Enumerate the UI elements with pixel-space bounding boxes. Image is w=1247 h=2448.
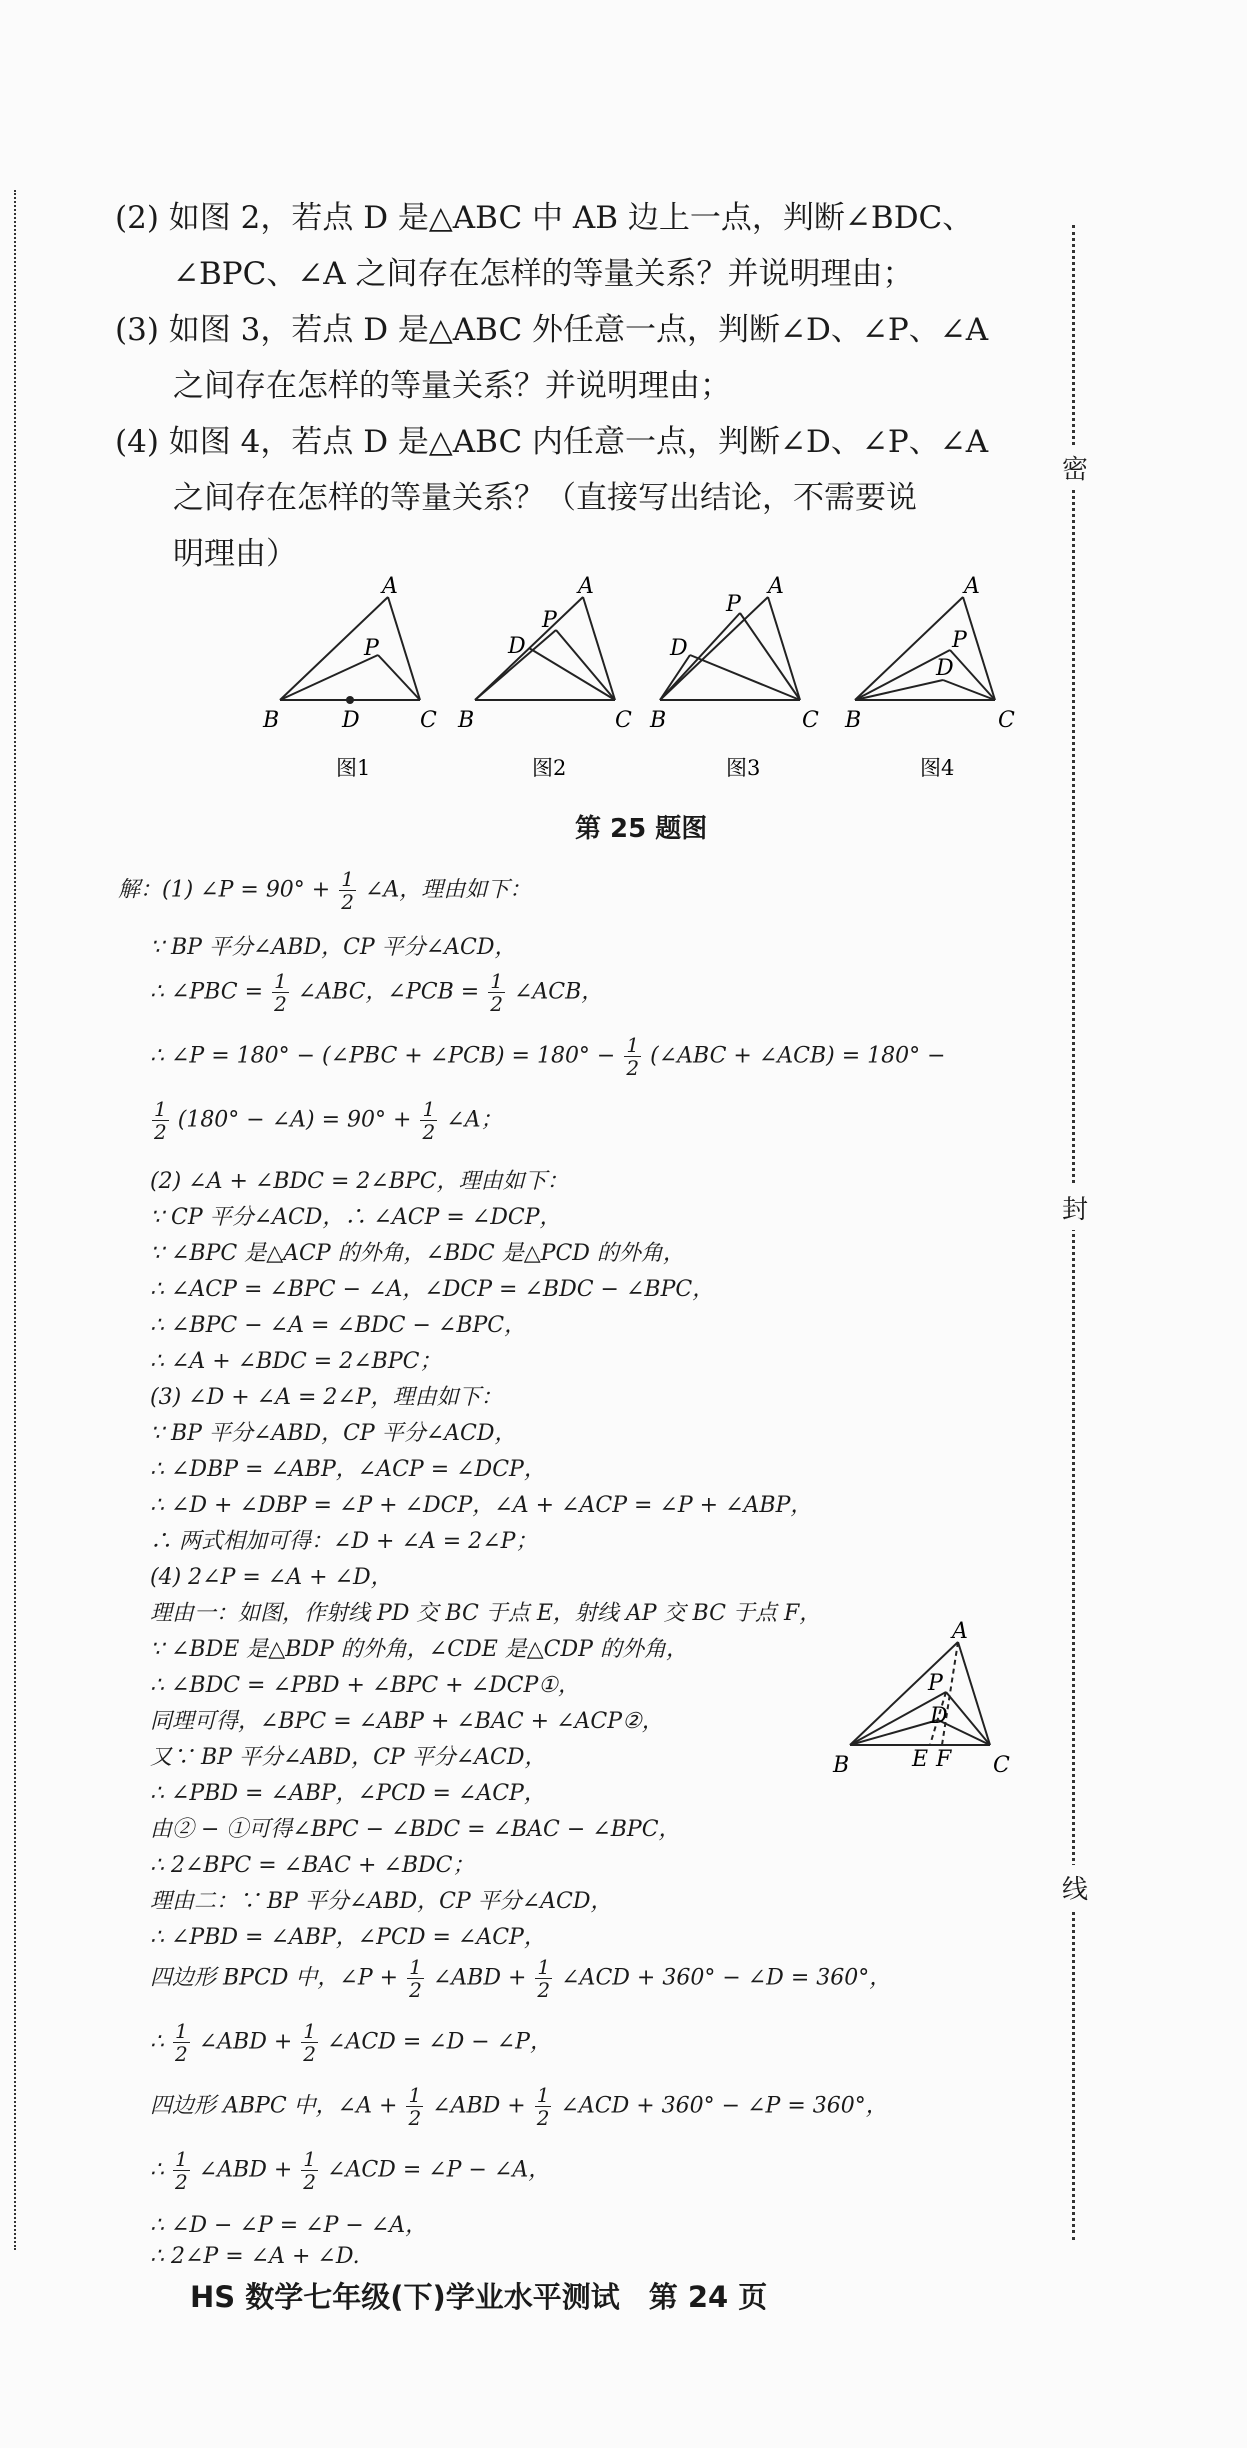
solution-line: ∴ ∠D + ∠DBP = ∠P + ∠DCP，∠A + ∠ACP = ∠P + ∠ABP，: [150, 1493, 813, 1518]
solution-line: (3) ∠D + ∠A = 2∠P，理由如下：: [150, 1385, 503, 1410]
question-2: [115, 190, 1035, 302]
solution-line: $\frac{1}{2}$ (180° − ∠A) = 90° + $\frac{1}{2}$ ∠A；: [154, 1097, 503, 1144]
label-b: B: [845, 708, 862, 733]
fraction: $\frac{1}{2}$: [490, 969, 503, 1016]
label-p: P: [952, 628, 967, 653]
label-a: A: [382, 575, 398, 599]
seal-char-xian: 线: [1060, 1865, 1090, 1910]
solution-line: ∴ ∠BPC − ∠A = ∠BDC − ∠BPC，: [150, 1313, 527, 1338]
label-d: D: [342, 708, 360, 733]
label-a: A: [768, 575, 784, 599]
label-d: D: [670, 636, 688, 661]
figures-25: [260, 575, 1040, 790]
label-p: P: [726, 592, 741, 617]
label-b: B: [458, 708, 475, 733]
label-a: A: [578, 575, 594, 599]
figure-1: [280, 597, 420, 700]
fraction: $\frac{1}{2}$: [175, 2019, 188, 2066]
solution-line: 四边形 BPCD 中，∠P + $\frac{1}{2}$ ∠ABD + $\frac{1}{2}$ ∠ACD + 360° − ∠D = 360°，: [150, 1955, 892, 2002]
caption-fig4: 图4: [920, 756, 955, 780]
label-c: C: [615, 708, 632, 733]
solution-line: ∵ ∠BDE 是△BDP 的外角，∠CDE 是△CDP 的外角，: [150, 1637, 688, 1662]
solution-line: ∴ 2∠BPC = ∠BAC + ∠BDC；: [150, 1853, 475, 1878]
label-c: C: [420, 708, 437, 733]
point-d: [346, 696, 354, 704]
fraction: $\frac{1}{2}$: [154, 1097, 167, 1144]
question-line: (3) 如图 3，若点 D 是△ABC 外任意一点，判断∠D、∠P、∠A: [115, 312, 989, 348]
solution-line: ∴ ∠ACP = ∠BPC − ∠A，∠DCP = ∠BDC − ∠BPC，: [150, 1277, 715, 1302]
question-line: (4) 如图 4，若点 D 是△ABC 内任意一点，判断∠D、∠P、∠A: [115, 424, 989, 460]
solution-line: ∵ CP 平分∠ACD，∴ ∠ACP = ∠DCP，: [150, 1205, 562, 1230]
question-line: ∠BPC、∠A 之间存在怎样的等量关系？并说明理由；: [173, 256, 914, 292]
binding-line-left: [14, 190, 16, 2250]
solution-figure: [830, 1620, 1030, 1780]
figure-4: [855, 597, 995, 700]
label-d: D: [930, 1704, 948, 1729]
solution-line: ∴ $\frac{1}{2}$ ∠ABD + $\frac{1}{2}$ ∠ACD = ∠D − ∠P，: [150, 2019, 552, 2066]
solution-line: ∴ 2∠P = ∠A + ∠D.: [150, 2244, 360, 2269]
fraction: $\frac{1}{2}$: [175, 2147, 188, 2194]
caption-fig1: 图1: [336, 756, 371, 780]
solution-line: ∴ 两式相加可得：∠D + ∠A = 2∠P；: [150, 1529, 538, 1554]
solution-line: ∴ $\frac{1}{2}$ ∠ABD + $\frac{1}{2}$ ∠ACD = ∠P − ∠A，: [150, 2147, 551, 2194]
solution-line: ∴ ∠PBC = $\frac{1}{2}$ ∠ABC，∠PCB = $\frac{1}{2}$ ∠ACB，: [150, 969, 604, 1016]
label-p: P: [364, 636, 379, 661]
solution-line: ∴ ∠BDC = ∠PBD + ∠BPC + ∠DCP①，: [150, 1673, 581, 1698]
fraction: $\frac{1}{2}$: [303, 2019, 317, 2066]
question-line: 明理由）: [173, 536, 297, 572]
solution-line: 四边形 ABPC 中，∠A + $\frac{1}{2}$ ∠ABD + $\frac{1}{2}$ ∠ACD + 360° − ∠P = 360°，: [150, 2083, 888, 2130]
fraction: $\frac{1}{2}$: [536, 2083, 550, 2130]
solution-line: 解：(1) ∠P = 90° + $\frac{1}{2}$ ∠A，理由如下：: [118, 867, 532, 914]
fraction: $\frac{1}{2}$: [341, 867, 354, 914]
question-line: (2) 如图 2，若点 D 是△ABC 中 AB 边上一点，判断∠BDC、: [115, 200, 974, 236]
solution-line: ∴ ∠P = 180° − (∠PBC + ∠PCB) = 180° − $\frac{1}{2}$ (∠ABC + ∠ACB) = 180° −: [150, 1033, 946, 1080]
label-c: C: [993, 1753, 1010, 1778]
solution-line: ∵ BP 平分∠ABD，CP 平分∠ACD，: [150, 1421, 517, 1446]
page-footer: HS 数学七年级(下)学业水平测试 第 24 页: [190, 2280, 768, 2314]
label-c: C: [802, 708, 819, 733]
fraction: $\frac{1}{2}$: [422, 1097, 436, 1144]
solution-line: (4) 2∠P = ∠A + ∠D，: [150, 1565, 393, 1590]
seal-char-mi: 密: [1060, 445, 1090, 490]
solution-line: 同理可得，∠BPC = ∠ABP + ∠BAC + ∠ACP②，: [150, 1709, 664, 1734]
solution-line: ∵ ∠BPC 是△ACP 的外角，∠BDC 是△PCD 的外角，: [150, 1241, 685, 1266]
solution-line: ∴ ∠A + ∠BDC = 2∠BPC；: [150, 1349, 442, 1374]
binding-line-right: [1072, 225, 1075, 2240]
solution-line: 由② − ①可得∠BPC − ∠BDC = ∠BAC − ∠BPC，: [150, 1817, 681, 1842]
label-d: D: [508, 634, 526, 659]
solution-line: ∵ BP 平分∠ABD，CP 平分∠ACD，: [150, 935, 517, 960]
fraction: $\frac{1}{2}$: [274, 969, 287, 1016]
label-a: A: [952, 1620, 968, 1644]
question-4: [115, 414, 1035, 582]
label-d: D: [936, 656, 954, 681]
fraction: $\frac{1}{2}$: [408, 2083, 422, 2130]
label-f: F: [936, 1747, 952, 1772]
question-line: 之间存在怎样的等量关系？并说明理由；: [173, 368, 731, 404]
solution-line: ∴ ∠PBD = ∠ABP，∠PCD = ∠ACP，: [150, 1781, 546, 1806]
question-line: 之间存在怎样的等量关系？（直接写出结论，不需要说: [173, 480, 917, 516]
label-c: C: [998, 708, 1015, 733]
label-p: P: [542, 608, 557, 633]
label-b: B: [833, 1753, 850, 1778]
label-b: B: [263, 708, 280, 733]
figure-title: 第 25 题图: [575, 814, 708, 844]
fraction: $\frac{1}{2}$: [537, 1955, 551, 2002]
label-b: B: [650, 708, 667, 733]
fraction: $\frac{1}{2}$: [409, 1955, 422, 2002]
fraction: $\frac{1}{2}$: [303, 2147, 317, 2194]
solution-line: 理由一：如图，作射线 PD 交 BC 于点 E，射线 AP 交 BC 于点 F，: [150, 1601, 822, 1626]
solution-line: ∴ ∠PBD = ∠ABP，∠PCD = ∠ACP，: [150, 1925, 546, 1950]
solution-line: 理由二：∵ BP 平分∠ABD，CP 平分∠ACD，: [150, 1889, 613, 1914]
seal-char-feng: 封: [1060, 1185, 1090, 1230]
label-a: A: [964, 575, 980, 599]
caption-fig3: 图3: [726, 756, 761, 780]
solution-line: (2) ∠A + ∠BDC = 2∠BPC，理由如下：: [150, 1169, 569, 1194]
solution-line: 又∵ BP 平分∠ABD，CP 平分∠ACD，: [150, 1745, 547, 1770]
caption-fig2: 图2: [532, 756, 567, 780]
fraction: $\frac{1}{2}$: [626, 1033, 640, 1080]
solution-line: ∴ ∠D − ∠P = ∠P − ∠A，: [150, 2213, 428, 2238]
question-3: [115, 302, 1035, 414]
solution-line: ∴ ∠DBP = ∠ABP，∠ACP = ∠DCP，: [150, 1457, 546, 1482]
label-p: P: [928, 1671, 943, 1696]
label-e: E: [912, 1747, 929, 1772]
